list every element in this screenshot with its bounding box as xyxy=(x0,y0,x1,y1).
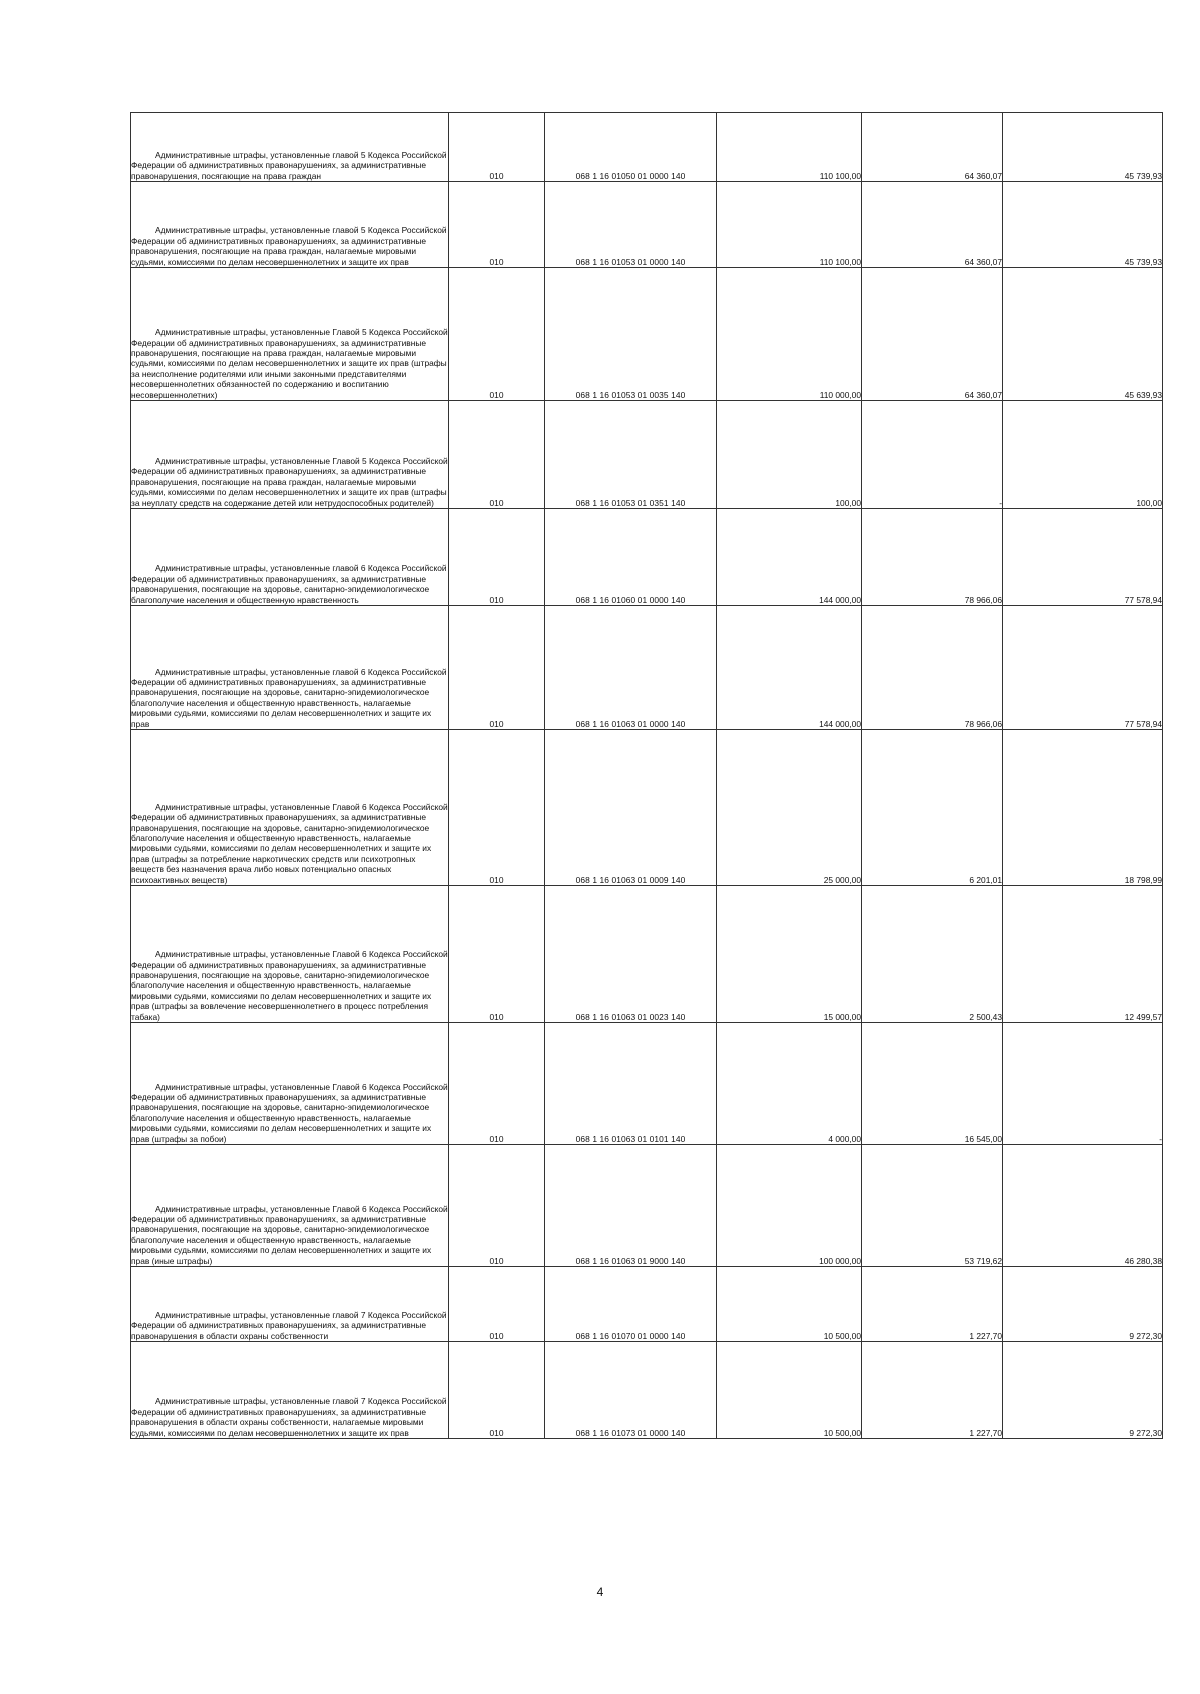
executed-amount: - xyxy=(862,401,1003,509)
executed-amount: 64 360,07 xyxy=(862,268,1003,401)
table-row xyxy=(131,268,1163,401)
revenue-name: Административные штрафы, установленные Главой 5 Кодекса Российской Федерации об административных правонарушениях, за административные правонарушения, посягающие на права граждан, налагаемые мировыми судьями, комиссиями по делам несовершеннолетних и защите их прав (штрафы за неисполнение родителями или иными законными представителями несовершеннолетних обязанностей по содержанию и воспитанию несовершеннолетних) xyxy=(131,268,449,401)
table-row xyxy=(131,113,1163,182)
executed-amount: 6 201,01 xyxy=(862,730,1003,886)
approved-amount: 25 000,00 xyxy=(717,730,862,886)
revenue-name: Административные штрафы, установленные главой 6 Кодекса Российской Федерации об административных правонарушениях, за административные правонарушения, посягающие на здоровье, санитарно-эпидемиологическое благополучие населения и общественную нравственность, налагаемые мировыми судьями, комиссиями по делам несовершеннолетних и защите их прав xyxy=(131,606,449,730)
budget-classification-code: 068 1 16 01063 01 0009 140 xyxy=(545,730,717,886)
line-code: 010 xyxy=(449,182,545,268)
revenue-name: Административные штрафы, установленные главой 5 Кодекса Российской Федерации об административных правонарушениях, за административные правонарушения, посягающие на права граждан xyxy=(131,113,449,182)
revenue-table xyxy=(130,112,1163,1439)
table-row xyxy=(131,1342,1163,1439)
budget-classification-code: 068 1 16 01063 01 0101 140 xyxy=(545,1023,717,1145)
unexecuted-amount: 100,00 xyxy=(1003,401,1163,509)
executed-amount: 64 360,07 xyxy=(862,182,1003,268)
table-row xyxy=(131,886,1163,1023)
revenue-name: Административные штрафы, установленные главой 6 Кодекса Российской Федерации об административных правонарушениях, за административные правонарушения, посягающие на здоровье, санитарно-эпидемиологическое благополучие населения и общественную нравственность xyxy=(131,509,449,606)
budget-classification-code: 068 1 16 01063 01 0023 140 xyxy=(545,886,717,1023)
unexecuted-amount: 9 272,30 xyxy=(1003,1267,1163,1342)
line-code: 010 xyxy=(449,401,545,509)
line-code: 010 xyxy=(449,1267,545,1342)
line-code: 010 xyxy=(449,113,545,182)
line-code: 010 xyxy=(449,886,545,1023)
executed-amount: 78 966,06 xyxy=(862,606,1003,730)
line-code: 010 xyxy=(449,1342,545,1439)
table-row xyxy=(131,730,1163,886)
unexecuted-amount: 9 272,30 xyxy=(1003,1342,1163,1439)
revenue-name: Административные штрафы, установленные Главой 6 Кодекса Российской Федерации об административных правонарушениях, за административные правонарушения, посягающие на здоровье, санитарно-эпидемиологическое благополучие населения и общественную нравственность, налагаемые мировыми судьями, комиссиями по делам несовершеннолетних и защите их прав (штрафы за вовлечение несовершеннолетнего в процесс потребления табака) xyxy=(131,886,449,1023)
unexecuted-amount: 46 280,38 xyxy=(1003,1145,1163,1267)
table-row xyxy=(131,606,1163,730)
unexecuted-amount: - xyxy=(1003,1023,1163,1145)
executed-amount: 2 500,43 xyxy=(862,886,1003,1023)
executed-amount: 64 360,07 xyxy=(862,113,1003,182)
budget-classification-code: 068 1 16 01053 01 0351 140 xyxy=(545,401,717,509)
budget-classification-code: 068 1 16 01053 01 0000 140 xyxy=(545,182,717,268)
table-row xyxy=(131,1267,1163,1342)
line-code: 010 xyxy=(449,730,545,886)
approved-amount: 15 000,00 xyxy=(717,886,862,1023)
approved-amount: 4 000,00 xyxy=(717,1023,862,1145)
table-row xyxy=(131,182,1163,268)
approved-amount: 10 500,00 xyxy=(717,1267,862,1342)
table-row xyxy=(131,1023,1163,1145)
line-code: 010 xyxy=(449,1023,545,1145)
revenue-name: Административные штрафы, установленные главой 7 Кодекса Российской Федерации об административных правонарушениях, за административные правонарушения в области охраны собственности xyxy=(131,1267,449,1342)
budget-classification-code: 068 1 16 01070 01 0000 140 xyxy=(545,1267,717,1342)
unexecuted-amount: 12 499,57 xyxy=(1003,886,1163,1023)
approved-amount: 144 000,00 xyxy=(717,509,862,606)
approved-amount: 100 000,00 xyxy=(717,1145,862,1267)
report-sheet xyxy=(130,112,1162,1439)
line-code: 010 xyxy=(449,509,545,606)
executed-amount: 53 719,62 xyxy=(862,1145,1003,1267)
page-number: 4 xyxy=(596,1585,604,1599)
executed-amount: 16 545,00 xyxy=(862,1023,1003,1145)
approved-amount: 110 100,00 xyxy=(717,182,862,268)
approved-amount: 110 100,00 xyxy=(717,113,862,182)
approved-amount: 10 500,00 xyxy=(717,1342,862,1439)
revenue-name: Административные штрафы, установленные Главой 6 Кодекса Российской Федерации об административных правонарушениях, за административные правонарушения, посягающие на здоровье, санитарно-эпидемиологическое благополучие населения и общественную нравственность, налагаемые мировыми судьями, комиссиями по делам несовершеннолетних и защите их прав (иные штрафы) xyxy=(131,1145,449,1267)
executed-amount: 1 227,70 xyxy=(862,1267,1003,1342)
unexecuted-amount: 77 578,94 xyxy=(1003,606,1163,730)
table-row xyxy=(131,509,1163,606)
budget-classification-code: 068 1 16 01063 01 0000 140 xyxy=(545,606,717,730)
approved-amount: 110 000,00 xyxy=(717,268,862,401)
line-code: 010 xyxy=(449,1145,545,1267)
unexecuted-amount: 77 578,94 xyxy=(1003,509,1163,606)
approved-amount: 100,00 xyxy=(717,401,862,509)
budget-classification-code: 068 1 16 01060 01 0000 140 xyxy=(545,509,717,606)
approved-amount: 144 000,00 xyxy=(717,606,862,730)
budget-classification-code: 068 1 16 01073 01 0000 140 xyxy=(545,1342,717,1439)
unexecuted-amount: 45 739,93 xyxy=(1003,113,1163,182)
budget-classification-code: 068 1 16 01050 01 0000 140 xyxy=(545,113,717,182)
unexecuted-amount: 45 639,93 xyxy=(1003,268,1163,401)
line-code: 010 xyxy=(449,268,545,401)
unexecuted-amount: 45 739,93 xyxy=(1003,182,1163,268)
revenue-name: Административные штрафы, установленные Главой 6 Кодекса Российской Федерации об административных правонарушениях, за административные правонарушения, посягающие на здоровье, санитарно-эпидемиологическое благополучие населения и общественную нравственность, налагаемые мировыми судьями, комиссиями по делам несовершеннолетних и защите их прав (штрафы за побои) xyxy=(131,1023,449,1145)
line-code: 010 xyxy=(449,606,545,730)
budget-classification-code: 068 1 16 01063 01 9000 140 xyxy=(545,1145,717,1267)
table-row xyxy=(131,1145,1163,1267)
table-row xyxy=(131,401,1163,509)
executed-amount: 1 227,70 xyxy=(862,1342,1003,1439)
revenue-name: Административные штрафы, установленные Главой 6 Кодекса Российской Федерации об административных правонарушениях, за административные правонарушения, посягающие на здоровье, санитарно-эпидемиологическое благополучие населения и общественную нравственность, налагаемые мировыми судьями, комиссиями по делам несовершеннолетних и защите их прав (штрафы за потребление наркотических средств или психотропных веществ без назначения врача либо новых потенциально опасных психоактивных веществ) xyxy=(131,730,449,886)
executed-amount: 78 966,06 xyxy=(862,509,1003,606)
budget-classification-code: 068 1 16 01053 01 0035 140 xyxy=(545,268,717,401)
revenue-name: Административные штрафы, установленные главой 5 Кодекса Российской Федерации об административных правонарушениях, за административные правонарушения, посягающие на права граждан, налагаемые мировыми судьями, комиссиями по делам несовершеннолетних и защите их прав xyxy=(131,182,449,268)
revenue-name: Административные штрафы, установленные главой 7 Кодекса Российской Федерации об административных правонарушениях, за административные правонарушения в области охраны собственности, налагаемые мировыми судьями, комиссиями по делам несовершеннолетних и защите их прав xyxy=(131,1342,449,1439)
revenue-name: Административные штрафы, установленные Главой 5 Кодекса Российской Федерации об административных правонарушениях, за административные правонарушения, посягающие на права граждан, налагаемые мировыми судьями, комиссиями по делам несовершеннолетних и защите их прав (штрафы за неуплату средств на содержание детей или нетрудоспособных родителей) xyxy=(131,401,449,509)
unexecuted-amount: 18 798,99 xyxy=(1003,730,1163,886)
